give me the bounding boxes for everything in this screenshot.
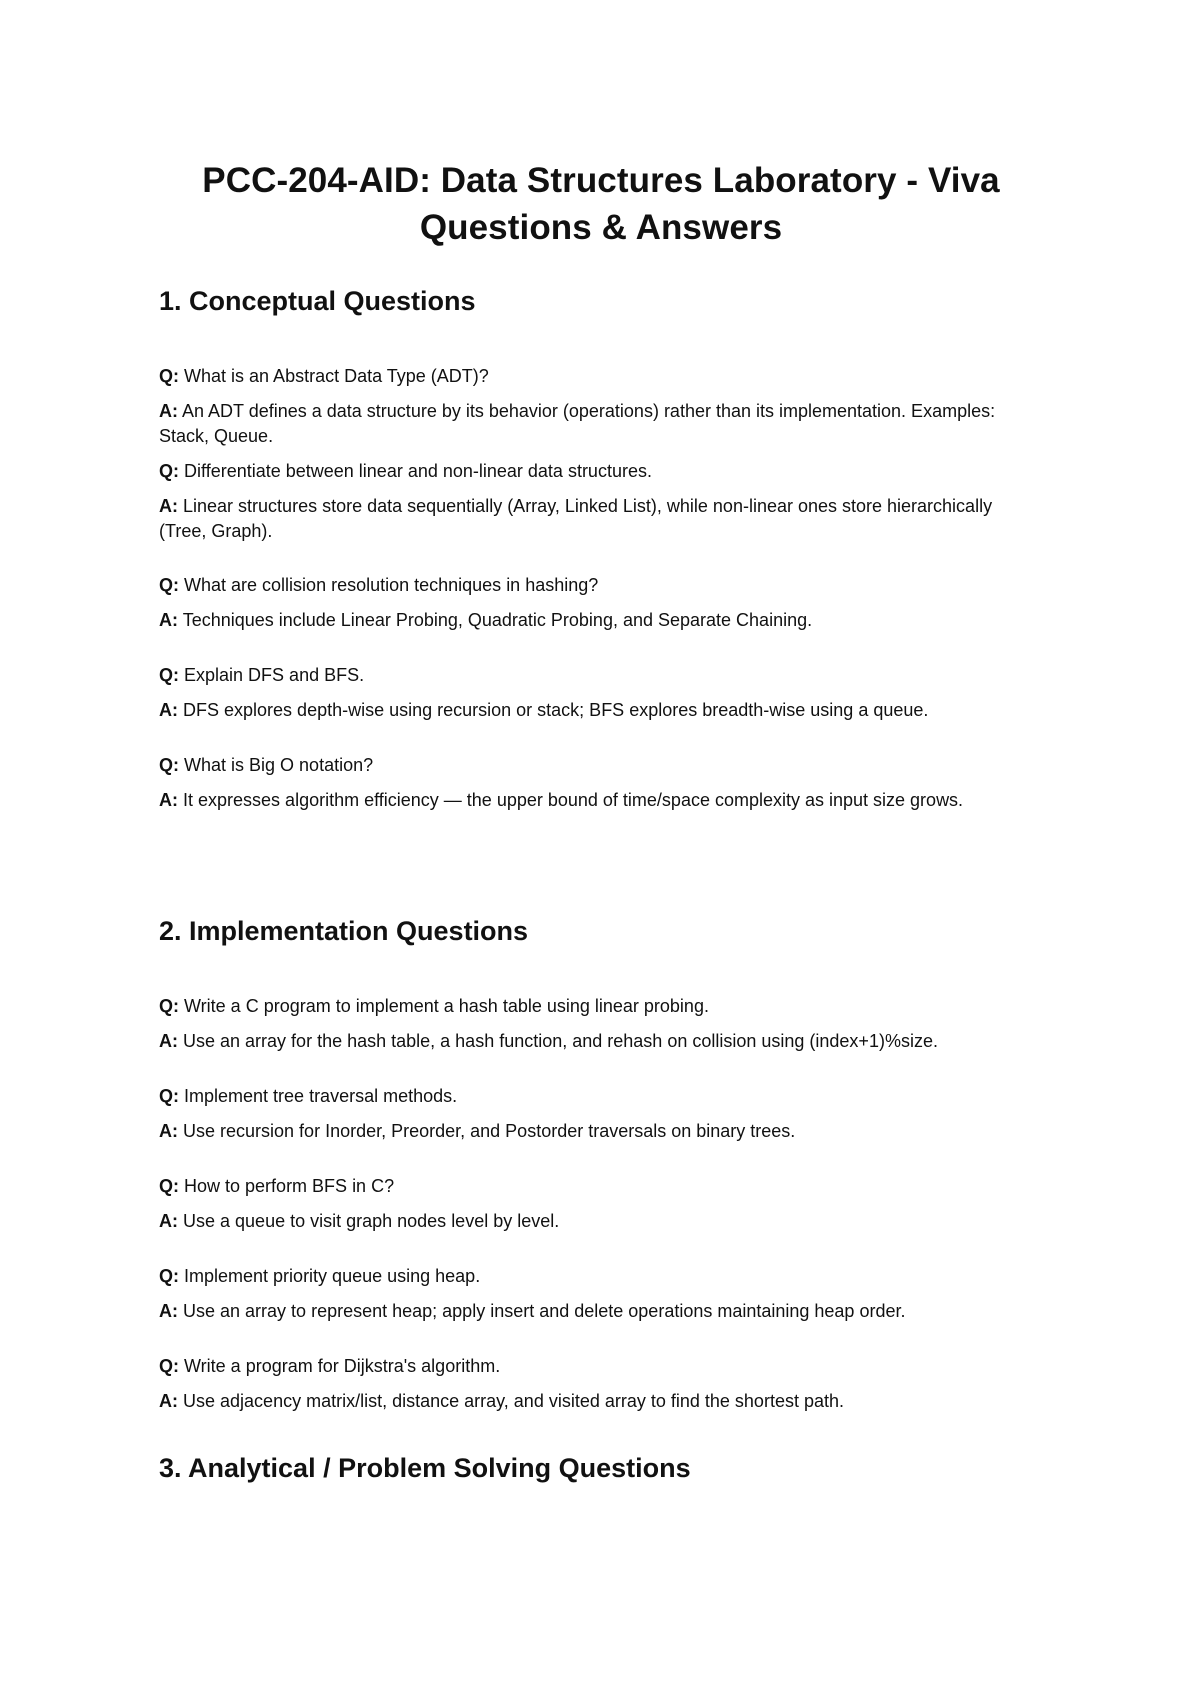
qa-item bbox=[159, 753, 1039, 813]
section-heading-implementation: 2. Implementation Questions bbox=[159, 916, 529, 946]
answer bbox=[159, 1209, 1039, 1234]
answer-text: Linear structures store data sequentially (Array, Linked List), while non-linear ones store hierarchically (Tree, Graph). bbox=[159, 496, 993, 541]
question bbox=[159, 1354, 1039, 1379]
answer-prefix: A: bbox=[159, 1211, 178, 1231]
answer bbox=[159, 1029, 1039, 1054]
question bbox=[159, 573, 1039, 598]
question bbox=[159, 1174, 1039, 1199]
question-text: What is an Abstract Data Type (ADT)? bbox=[184, 366, 489, 386]
answer-text: Use a queue to visit graph nodes level by level. bbox=[183, 1211, 560, 1231]
answer-text: DFS explores depth-wise using recursion or stack; BFS explores breadth-wise using a queue. bbox=[183, 700, 929, 720]
question bbox=[159, 663, 1039, 688]
answer-prefix: A: bbox=[159, 1031, 178, 1051]
section-heading-analytical: 3. Analytical / Problem Solving Questions bbox=[159, 1453, 691, 1483]
answer-text: Use an array to represent heap; apply insert and delete operations maintaining heap order. bbox=[183, 1301, 906, 1321]
answer bbox=[159, 698, 1039, 723]
document-content bbox=[159, 157, 1039, 1483]
answer-prefix: A: bbox=[159, 1391, 178, 1411]
question bbox=[159, 753, 1039, 778]
qa-item bbox=[159, 1174, 1039, 1234]
answer-text: An ADT defines a data structure by its behavior (operations) rather than its implementation. Examples: Stack, Queue. bbox=[159, 401, 996, 446]
question bbox=[159, 459, 1039, 484]
question-prefix: Q: bbox=[159, 1086, 179, 1106]
question-prefix: Q: bbox=[159, 575, 179, 595]
answer-prefix: A: bbox=[159, 496, 178, 516]
answer-prefix: A: bbox=[159, 610, 178, 630]
answer bbox=[159, 1119, 1039, 1144]
qa-item bbox=[159, 994, 1039, 1054]
answer bbox=[159, 494, 1039, 544]
question-text: Write a C program to implement a hash table using linear probing. bbox=[184, 996, 709, 1016]
question-text: Implement priority queue using heap. bbox=[184, 1266, 481, 1286]
qa-item bbox=[159, 364, 1039, 449]
answer-prefix: A: bbox=[159, 790, 178, 810]
question-text: Implement tree traversal methods. bbox=[184, 1086, 458, 1106]
answer-prefix: A: bbox=[159, 700, 178, 720]
answer-prefix: A: bbox=[159, 1121, 178, 1141]
answer bbox=[159, 399, 1039, 449]
qa-item bbox=[159, 1264, 1039, 1324]
question-prefix: Q: bbox=[159, 755, 179, 775]
section-heading-conceptual: 1. Conceptual Questions bbox=[159, 286, 476, 316]
answer-text: It expresses algorithm efficiency — the upper bound of time/space complexity as input size grows. bbox=[183, 790, 964, 810]
qa-item bbox=[159, 459, 1039, 544]
question-prefix: Q: bbox=[159, 665, 179, 685]
question bbox=[159, 364, 1039, 389]
question-prefix: Q: bbox=[159, 461, 179, 481]
answer bbox=[159, 1299, 1039, 1324]
answer-text: Use recursion for Inorder, Preorder, and Postorder traversals on binary trees. bbox=[183, 1121, 796, 1141]
question-prefix: Q: bbox=[159, 1176, 179, 1196]
question-prefix: Q: bbox=[159, 366, 179, 386]
qa-item bbox=[159, 1354, 1039, 1414]
question bbox=[159, 994, 1039, 1019]
document-title: PCC-204-AID: Data Structures Laboratory - Viva Questions & Answers bbox=[202, 161, 1000, 247]
question-text: Differentiate between linear and non-linear data structures. bbox=[184, 461, 652, 481]
question-text: What are collision resolution techniques in hashing? bbox=[184, 575, 599, 595]
answer bbox=[159, 1389, 1039, 1414]
question-text: Write a program for Dijkstra's algorithm. bbox=[184, 1356, 501, 1376]
question-text: How to perform BFS in C? bbox=[184, 1176, 395, 1196]
answer-prefix: A: bbox=[159, 401, 178, 421]
qa-item bbox=[159, 573, 1039, 633]
answer-text: Techniques include Linear Probing, Quadratic Probing, and Separate Chaining. bbox=[182, 610, 813, 630]
answer bbox=[159, 788, 1039, 813]
question-text: What is Big O notation? bbox=[184, 755, 374, 775]
answer-prefix: A: bbox=[159, 1301, 178, 1321]
answer-text: Use adjacency matrix/list, distance array, and visited array to find the shortest path. bbox=[183, 1391, 844, 1411]
answer-text: Use an array for the hash table, a hash function, and rehash on collision using (index+1)%size. bbox=[183, 1031, 938, 1051]
qa-item bbox=[159, 663, 1039, 723]
question-text: Explain DFS and BFS. bbox=[184, 665, 365, 685]
qa-item bbox=[159, 1084, 1039, 1144]
question-prefix: Q: bbox=[159, 996, 179, 1016]
answer bbox=[159, 608, 1039, 633]
question bbox=[159, 1264, 1039, 1289]
question-prefix: Q: bbox=[159, 1266, 179, 1286]
question bbox=[159, 1084, 1039, 1109]
question-prefix: Q: bbox=[159, 1356, 179, 1376]
